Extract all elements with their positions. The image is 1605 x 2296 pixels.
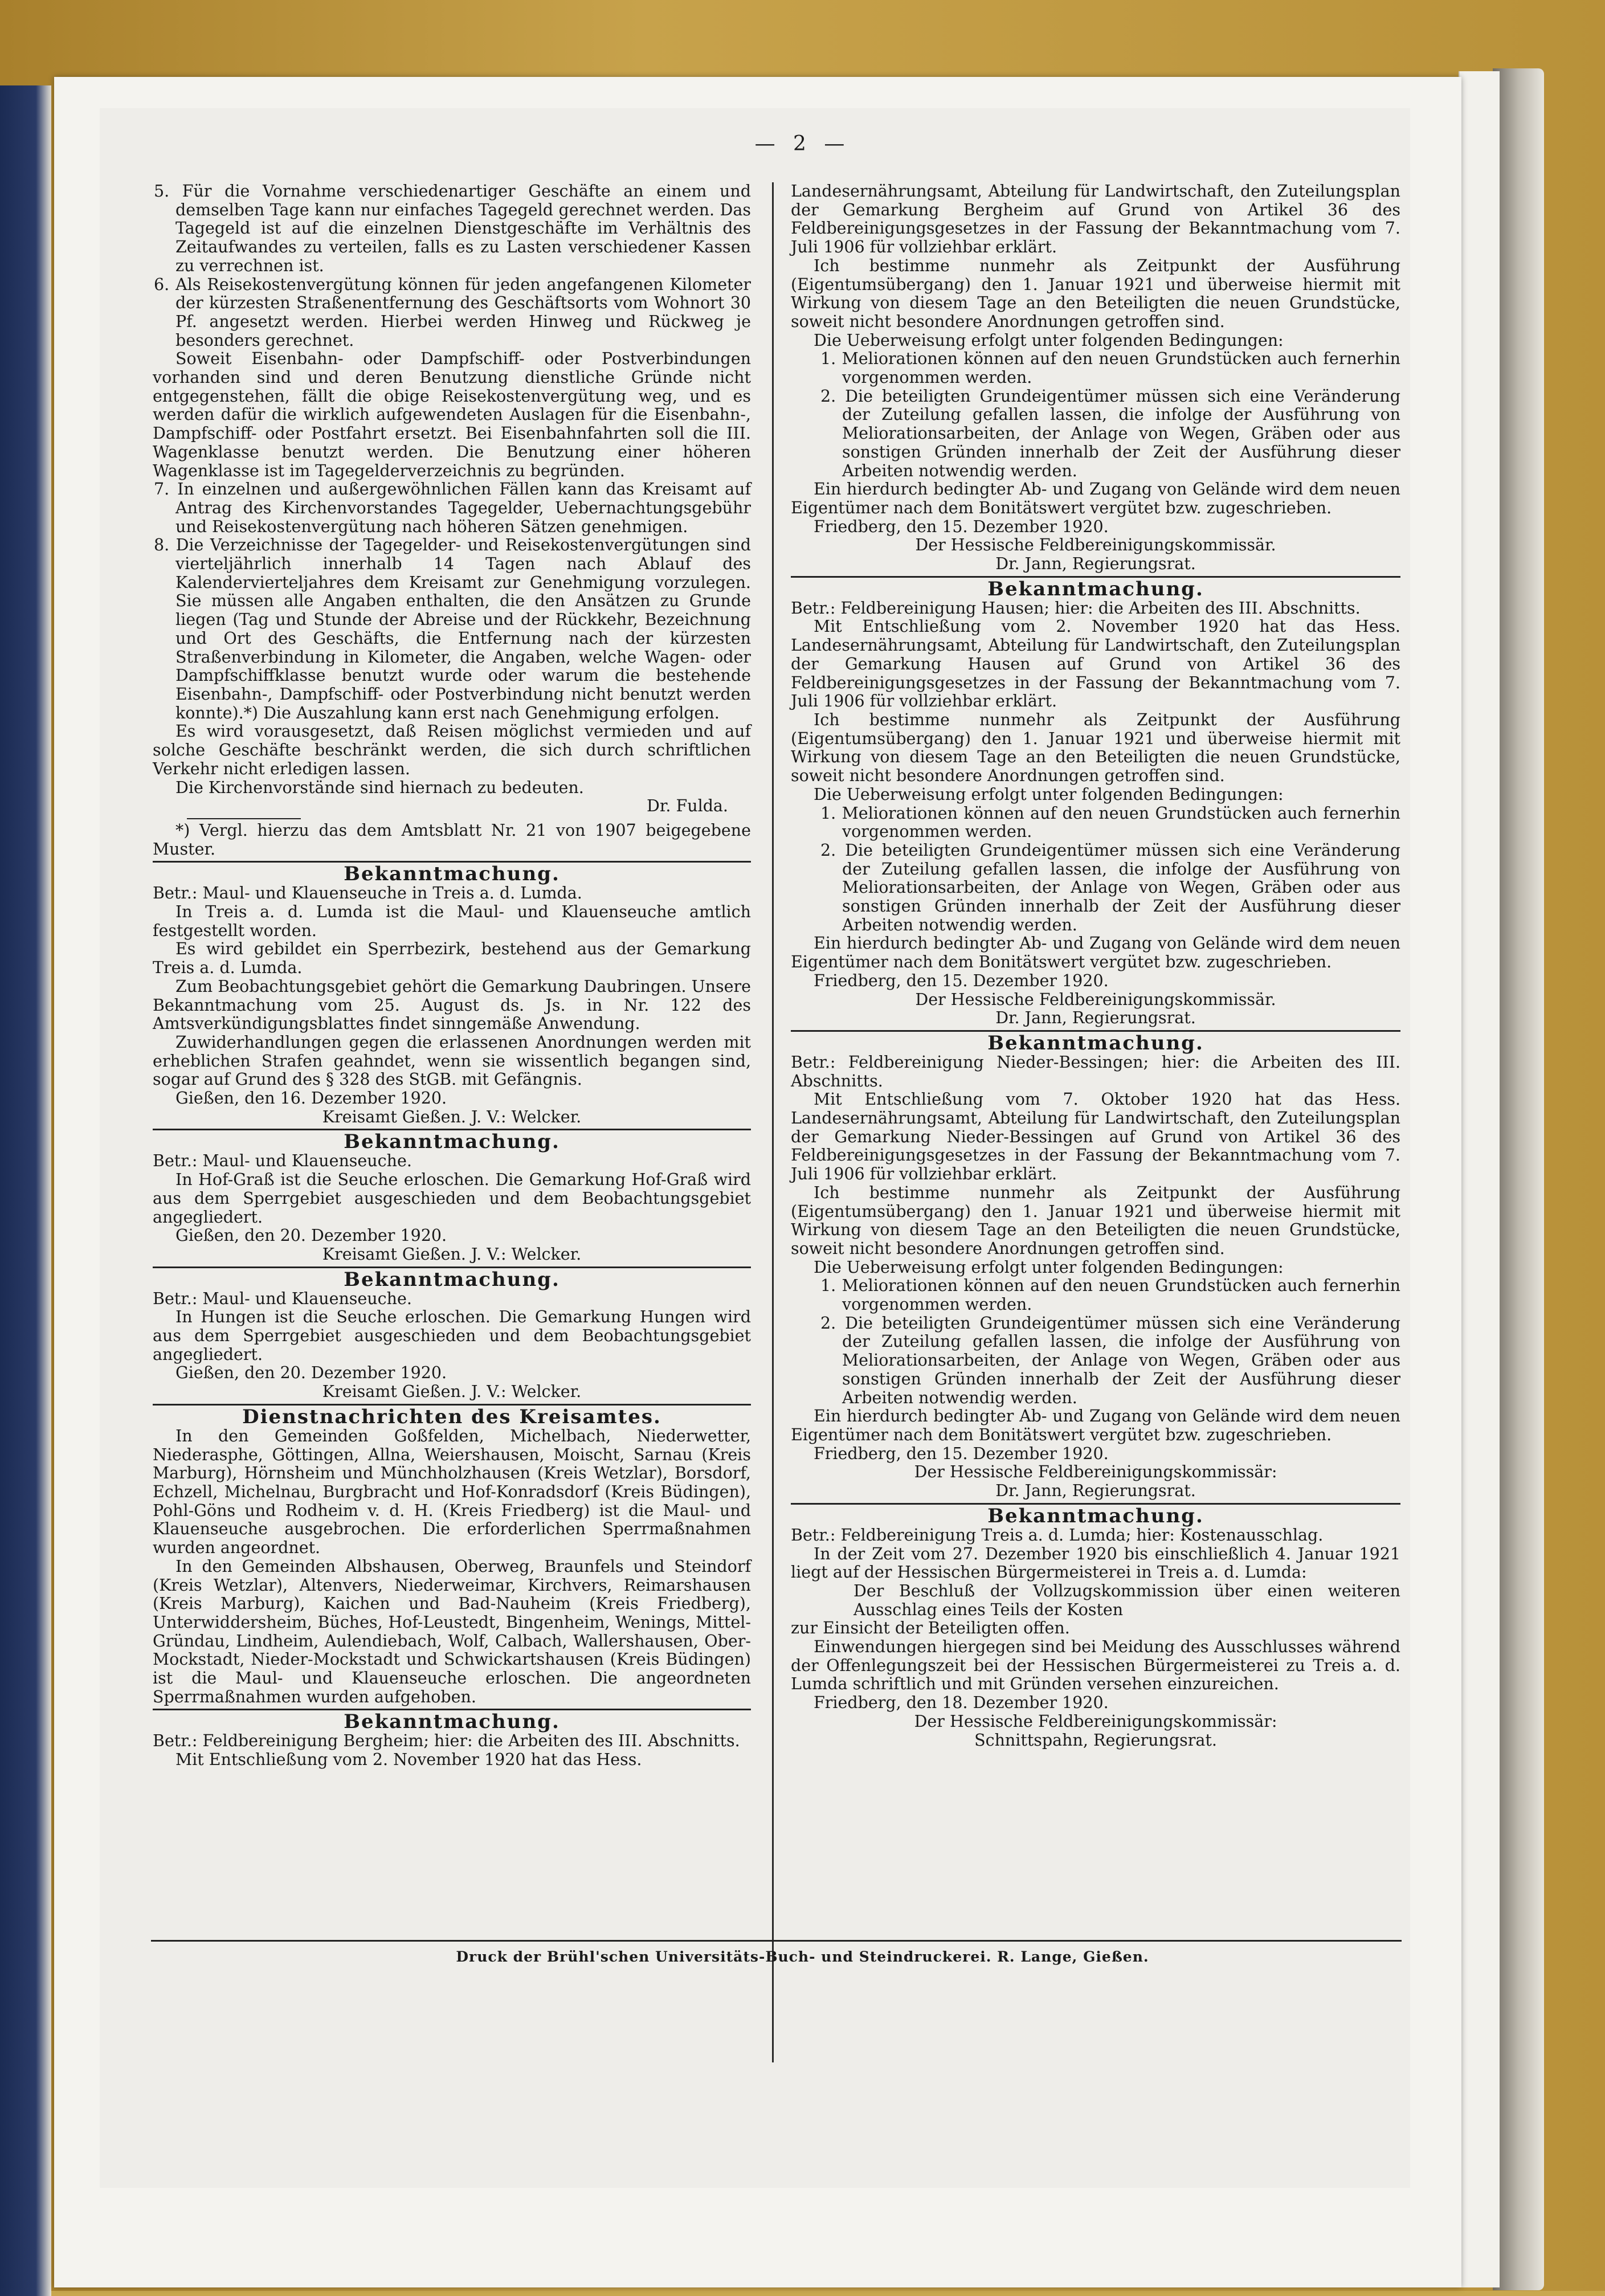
text-paragraph: 8. Die Verzeichnisse der Tagegelder- und Reisekostenvergütungen sind vierteljährlich innerhalb 14 Tagen nach Ablauf des Kalendervierteljahres dem Kreisamt zur Genehmigung vorzulegen. Sie müssen alle Angaben enthalten, die den Ansätzen zu Grunde liegen (Tag und Stunde der Abreise und der Rückkehr, Bezeichnung und Ort des Geschäfts, die Entfernung nach der kürzesten Straßenverbindung in Kilometer, die Angaben, welche Wagen- oder Dampfschiffklasse benutzt wurde oder warum die bestehende Eisenbahn-, Dampfschiff- oder Postverbindung nicht benutzt werden konnte).*) Die Auszahlung kann erst nach Genehmigung erfolgen. xyxy=(154,536,751,722)
text-paragraph: Mit Entschließung vom 2. November 1920 hat das Hess. xyxy=(175,1750,642,1770)
text-paragraph: In der Zeit vom 27. Dezember 1920 bis einschließlich 4. Januar 1921 liegt auf der Hessischen Bürgermeisterei in Treis a. d. Lumda: xyxy=(791,1544,1400,1582)
text-paragraph: Die Ueberweisung erfolgt unter folgenden Bedingungen: xyxy=(814,1257,1284,1277)
text-paragraph: Schnittspahn, Regierungsrat. xyxy=(974,1730,1217,1750)
footnote-rule xyxy=(187,818,301,819)
text-paragraph: Die Ueberweisung erfolgt unter folgenden Bedingungen: xyxy=(814,785,1284,804)
text-paragraph: Gießen, den 20. Dezember 1920. xyxy=(175,1226,447,1245)
text-paragraph: Kreisamt Gießen. J. V.: Welcker. xyxy=(322,1382,582,1402)
text-paragraph: Friedberg, den 15. Dezember 1920. xyxy=(814,971,1109,990)
text-paragraph: In Hof-Graß ist die Seuche erloschen. Die Gemarkung Hof-Graß wird aus dem Sperrgebiet ausgeschieden und dem Beobachtungsgebiet angegliedert. xyxy=(153,1170,751,1227)
text-paragraph: 1. Meliorationen können auf den neuen Grundstücken auch fernerhin vorgenommen werden. xyxy=(820,349,1400,387)
text-paragraph: Der Beschluß der Vollzugskommission über einen weiteren Ausschlag eines Teils der Kosten xyxy=(853,1581,1400,1619)
text-paragraph: Betr.: Feldbereinigung Nieder-Bessingen; hier: die Arbeiten des III. Abschnitts. xyxy=(791,1052,1400,1090)
text-paragraph: Mit Entschließung vom 2. November 1920 hat das Hess. Landesernährungsamt, Abteilung für Landwirtschaft, den Zuteilungsplan der Gemarkung Hausen auf Grund von Artikel 36 des Feldbereinigungsgesetzes in der Fassung der Bekanntmachung vom 7. Juli 1906 für vollziehbar erklärt. xyxy=(791,617,1400,711)
text-paragraph: 1. Meliorationen können auf den neuen Grundstücken auch fernerhin vorgenommen werden. xyxy=(820,1276,1400,1314)
text-paragraph: Friedberg, den 18. Dezember 1920. xyxy=(814,1693,1109,1713)
text-paragraph: 2. Die beteiligten Grundeigentümer müssen sich eine Veränderung der Zuteilung gefallen lassen, die infolge der Ausführung von Meliorationsarbeiten, der Anlage von Wegen, Gräben oder aus sonstigen Gründen innerhalb der Zeit der Ausführung dieser Arbeiten notwendig werden. xyxy=(820,386,1400,480)
text-paragraph: *) Vergl. hierzu das dem Amtsblatt Nr. 21 von 1907 beigegebene Muster. xyxy=(153,820,751,859)
text-paragraph: In den Gemeinden Goßfelden, Michelbach, Niederwetter, Niederasphe, Göttingen, Allna, Weiershausen, Moischt, Sarnau (Kreis Marburg), Hörnsheim und Münchholzhausen (Kreis Wetzlar), Borsdorf, Echzell, Michelnau, Burgbracht und Hof-Konradsdorf (Kreis Büdingen), Pohl-Göns und Rodheim v. d. H. (Kreis Friedberg) ist die Maul- und Klauenseuche ausgebrochen. Die erforderlichen Sperrmaßnahmen wurden angeordnet. xyxy=(153,1426,751,1558)
text-paragraph: Gießen, den 16. Dezember 1920. xyxy=(175,1089,447,1108)
text-paragraph: Kreisamt Gießen. J. V.: Welcker. xyxy=(322,1244,582,1264)
section-heading: Bekanntmachung. xyxy=(153,1129,751,1152)
section-heading: Bekanntmachung. xyxy=(791,1503,1400,1526)
text-paragraph: 2. Die beteiligten Grundeigentümer müssen sich eine Veränderung der Zuteilung gefallen lassen, die infolge der Ausführung von Meliorationsarbeiten, der Anlage von Wegen, Gräben oder aus sonstigen Gründen innerhalb der Zeit der Ausführung dieser Arbeiten notwendig werden. xyxy=(820,840,1400,934)
text-paragraph: Ich bestimme nunmehr als Zeitpunkt der Ausführung (Eigentumsübergang) den 1. Januar 1921 und überweise hiermit mit Wirkung von diesem Tage an den Beteiligten die neuen Grundstücke, soweit nicht besondere Anordnungen getroffen sind. xyxy=(791,1183,1400,1258)
text-paragraph: 2. Die beteiligten Grundeigentümer müssen sich eine Veränderung der Zuteilung gefallen lassen, die infolge der Ausführung von Meliorationsarbeiten, der Anlage von Wegen, Gräben oder aus sonstigen Gründen innerhalb der Zeit der Ausführung dieser Arbeiten notwendig werden. xyxy=(820,1313,1400,1407)
text-paragraph: Dr. Jann, Regierungsrat. xyxy=(995,554,1196,574)
text-paragraph: zur Einsicht der Beteiligten offen. xyxy=(791,1619,1070,1638)
text-paragraph: Betr.: Feldbereinigung Bergheim; hier: die Arbeiten des III. Abschnitts. xyxy=(153,1731,740,1751)
text-paragraph: Es wird vorausgesetzt, daß Reisen möglichst vermieden und auf solche Geschäfte beschränkt werden, die sich durch schriftlichen Verkehr nicht erledigen lassen. xyxy=(153,722,751,778)
text-paragraph: Die Ueberweisung erfolgt unter folgenden Bedingungen: xyxy=(814,330,1284,350)
text-paragraph: Betr.: Feldbereinigung Hausen; hier: die Arbeiten des III. Abschnitts. xyxy=(791,598,1361,618)
text-paragraph: Kreisamt Gießen. J. V.: Welcker. xyxy=(322,1107,582,1126)
text-paragraph: Ein hierdurch bedingter Ab- und Zugang von Gelände wird dem neuen Eigentümer nach dem Bonitätswert vergütet bzw. zugeschrieben. xyxy=(791,480,1400,517)
section-heading: Bekanntmachung. xyxy=(791,576,1400,599)
text-paragraph: Der Hessische Feldbereinigungskommissär. xyxy=(915,990,1276,1009)
text-paragraph: In den Gemeinden Albshausen, Oberweg, Braunfels und Steindorf (Kreis Wetzlar), Altenvers, Niederweimar, Kirchvers, Reimarshausen (Kreis Marburg), Kaichen und Bad-Nauheim (Kreis Friedberg), Unterwiddersheim, Büches, Hof-Leustedt, Bingenheim, Wenings, Mittel-Gründau, Lindheim, Aulendiebach, Wolf, Calbach, Wallershausen, Ober-Mockstadt, Nieder-Mockstadt und Schwickartshausen (Kreis Büdingen) ist die Maul- und Klauenseuche erloschen. Die angeordneten Sperrmaßnahmen wurden aufgehoben. xyxy=(153,1556,751,1706)
footer-rule xyxy=(151,1940,1402,1942)
text-paragraph: Ein hierdurch bedingter Ab- und Zugang von Gelände wird dem neuen Eigentümer nach dem Bonitätswert vergütet bzw. zugeschrieben. xyxy=(791,1407,1400,1444)
text-paragraph: 5. Für die Vornahme verschiedenartiger Geschäfte an einem und demselben Tage kann nur einfaches Tagegeld gerechnet werden. Das Tagegeld ist auf die einzelnen Dienstgeschäfte im Verhältnis des Zeitaufwandes zu verteilen, falls es zu Lasten verschiedener Kassen zu verrechnen ist. xyxy=(154,182,751,275)
text-paragraph: Zum Beobachtungsgebiet gehört die Gemarkung Daubringen. Unsere Bekanntmachung vom 25. August ds. Js. in Nr. 122 des Amtsverkündigungsblattes findet sinngemäße Anwendung. xyxy=(153,977,751,1033)
text-paragraph: Betr.: Maul- und Klauenseuche in Treis a. d. Lumda. xyxy=(153,884,582,903)
column-divider xyxy=(772,182,774,2062)
text-paragraph: Mit Entschließung vom 7. Oktober 1920 hat das Hess. Landesernährungsamt, Abteilung für Landwirtschaft, den Zuteilungsplan der Gemarkung Nieder-Bessingen auf Grund von Artikel 36 des Feldbereinigungsgesetzes in der Fassung der Bekanntmachung vom 7. Juli 1906 für vollziehbar erklärt. xyxy=(791,1090,1400,1184)
text-paragraph: Friedberg, den 15. Dezember 1920. xyxy=(814,1444,1109,1463)
text-paragraph: Der Hessische Feldbereinigungskommissär: xyxy=(914,1711,1277,1731)
text-paragraph: In Treis a. d. Lumda ist die Maul- und Klauenseuche amtlich festgestellt worden. xyxy=(153,902,751,940)
text-paragraph: Der Hessische Feldbereinigungskommissär: xyxy=(914,1462,1277,1482)
text-paragraph: Friedberg, den 15. Dezember 1920. xyxy=(814,517,1109,536)
text-paragraph: Der Hessische Feldbereinigungskommissär. xyxy=(915,536,1276,555)
printer-imprint: Druck der Brühl'schen Universitäts-Buch- und Steindruckerei. R. Lange, Gießen. xyxy=(456,1948,1149,1965)
text-paragraph: Die Kirchenvorstände sind hiernach zu bedeuten. xyxy=(175,778,584,797)
text-paragraph: Betr.: Maul- und Klauenseuche. xyxy=(153,1289,412,1308)
text-paragraph: In Hungen ist die Seuche erloschen. Die Gemarkung Hungen wird aus dem Sperrgebiet ausgeschieden und dem Beobachtungsgebiet angegliedert. xyxy=(153,1308,751,1364)
text-paragraph: Einwendungen hiergegen sind bei Meidung des Ausschlusses während der Offenlegungszeit bei der Hessischen Bürgermeisterei zu Treis a. d. Lumda schriftlich und mit Gründen versehen einzureichen. xyxy=(791,1637,1400,1694)
text-paragraph: Betr.: Feldbereinigung Treis a. d. Lumda; hier: Kostenausschlag. xyxy=(791,1525,1324,1545)
text-paragraph: Dr. Fulda. xyxy=(646,796,728,816)
text-paragraph: 7. In einzelnen und außergewöhnlichen Fällen kann das Kreisamt auf Antrag des Kirchenvorstandes Tagegelder, Uebernachtungsgebühr und Reisekostenvergütung nach höheren Sätzen genehmigen. xyxy=(154,480,751,536)
section-heading: Bekanntmachung. xyxy=(791,1030,1400,1053)
text-paragraph: Es wird gebildet ein Sperrbezirk, bestehend aus der Gemarkung Treis a. d. Lumda. xyxy=(153,939,751,978)
section-heading: Bekanntmachung. xyxy=(153,861,751,884)
text-paragraph: Gießen, den 20. Dezember 1920. xyxy=(175,1363,447,1383)
text-paragraph: Ich bestimme nunmehr als Zeitpunkt der Ausführung (Eigentumsübergang) den 1. Januar 1921 und überweise hiermit mit Wirkung von diesem Tage an den Beteiligten die neuen Grundstücke, soweit nicht besondere Anordnungen getroffen sind. xyxy=(791,710,1400,786)
section-heading: Dienstnachrichten des Kreisamtes. xyxy=(153,1404,751,1427)
text-paragraph: Betr.: Maul- und Klauenseuche. xyxy=(153,1151,412,1171)
text-paragraph: 1. Meliorationen können auf den neuen Grundstücken auch fernerhin vorgenommen werden. xyxy=(820,803,1400,841)
text-paragraph: Dr. Jann, Regierungsrat. xyxy=(995,1481,1196,1501)
text-paragraph: Ein hierdurch bedingter Ab- und Zugang von Gelände wird dem neuen Eigentümer nach dem Bonitätswert vergütet bzw. zugeschrieben. xyxy=(791,934,1400,972)
section-heading: Bekanntmachung. xyxy=(153,1709,751,1732)
text-paragraph: Landesernährungsamt, Abteilung für Landwirtschaft, den Zuteilungsplan der Gemarkung Bergheim auf Grund von Artikel 36 des Feldbereinigungsgesetzes in der Fassung der Bekanntmachung vom 7. Juli 1906 für vollziehbar erklärt. xyxy=(791,182,1400,257)
text-paragraph: 6. Als Reisekostenvergütung können für jeden angefangenen Kilometer der kürzesten Straßenentfernung des Geschäftsorts vom Wohnort 30 Pf. angesetzt werden. Hierbei werden Hinweg und Rückweg je besonders gerechnet. xyxy=(154,275,751,350)
right-column xyxy=(791,182,1400,1750)
section-heading: Bekanntmachung. xyxy=(153,1267,751,1290)
text-paragraph: Zuwiderhandlungen gegen die erlassenen Anordnungen werden mit erheblichen Strafen geahndet, wenn sie wissentlich begangen sind, sogar auf Grund des § 328 des StGB. mit Gefängnis. xyxy=(153,1032,751,1089)
left-column xyxy=(153,182,751,1770)
text-paragraph: Ich bestimme nunmehr als Zeitpunkt der Ausführung (Eigentumsübergang) den 1. Januar 1921 und überweise hiermit mit Wirkung von diesem Tage an den Beteiligten die neuen Grundstücke, soweit nicht besondere Anordnungen getroffen sind. xyxy=(791,256,1400,331)
text-paragraph: Soweit Eisenbahn- oder Dampfschiff- oder Postverbindungen vorhanden sind und deren Benutzung dienstliche Gründe nicht entgegenstehen, fällt die obige Reisekostenvergütung weg, und es werden dafür die wirklich aufgewendeten Auslagen für die Eisenbahn-, Dampfschiff- oder Postfahrt ersetzt. Bei Eisenbahnfahrten soll die III. Wagenklasse benutzt werden. Die Benutzung einer höheren Wagenklasse ist im Tagegelderverzeichnis zu begründen. xyxy=(153,349,751,480)
text-paragraph: Dr. Jann, Regierungsrat. xyxy=(995,1008,1196,1028)
page-number: — 2 — xyxy=(754,132,851,156)
